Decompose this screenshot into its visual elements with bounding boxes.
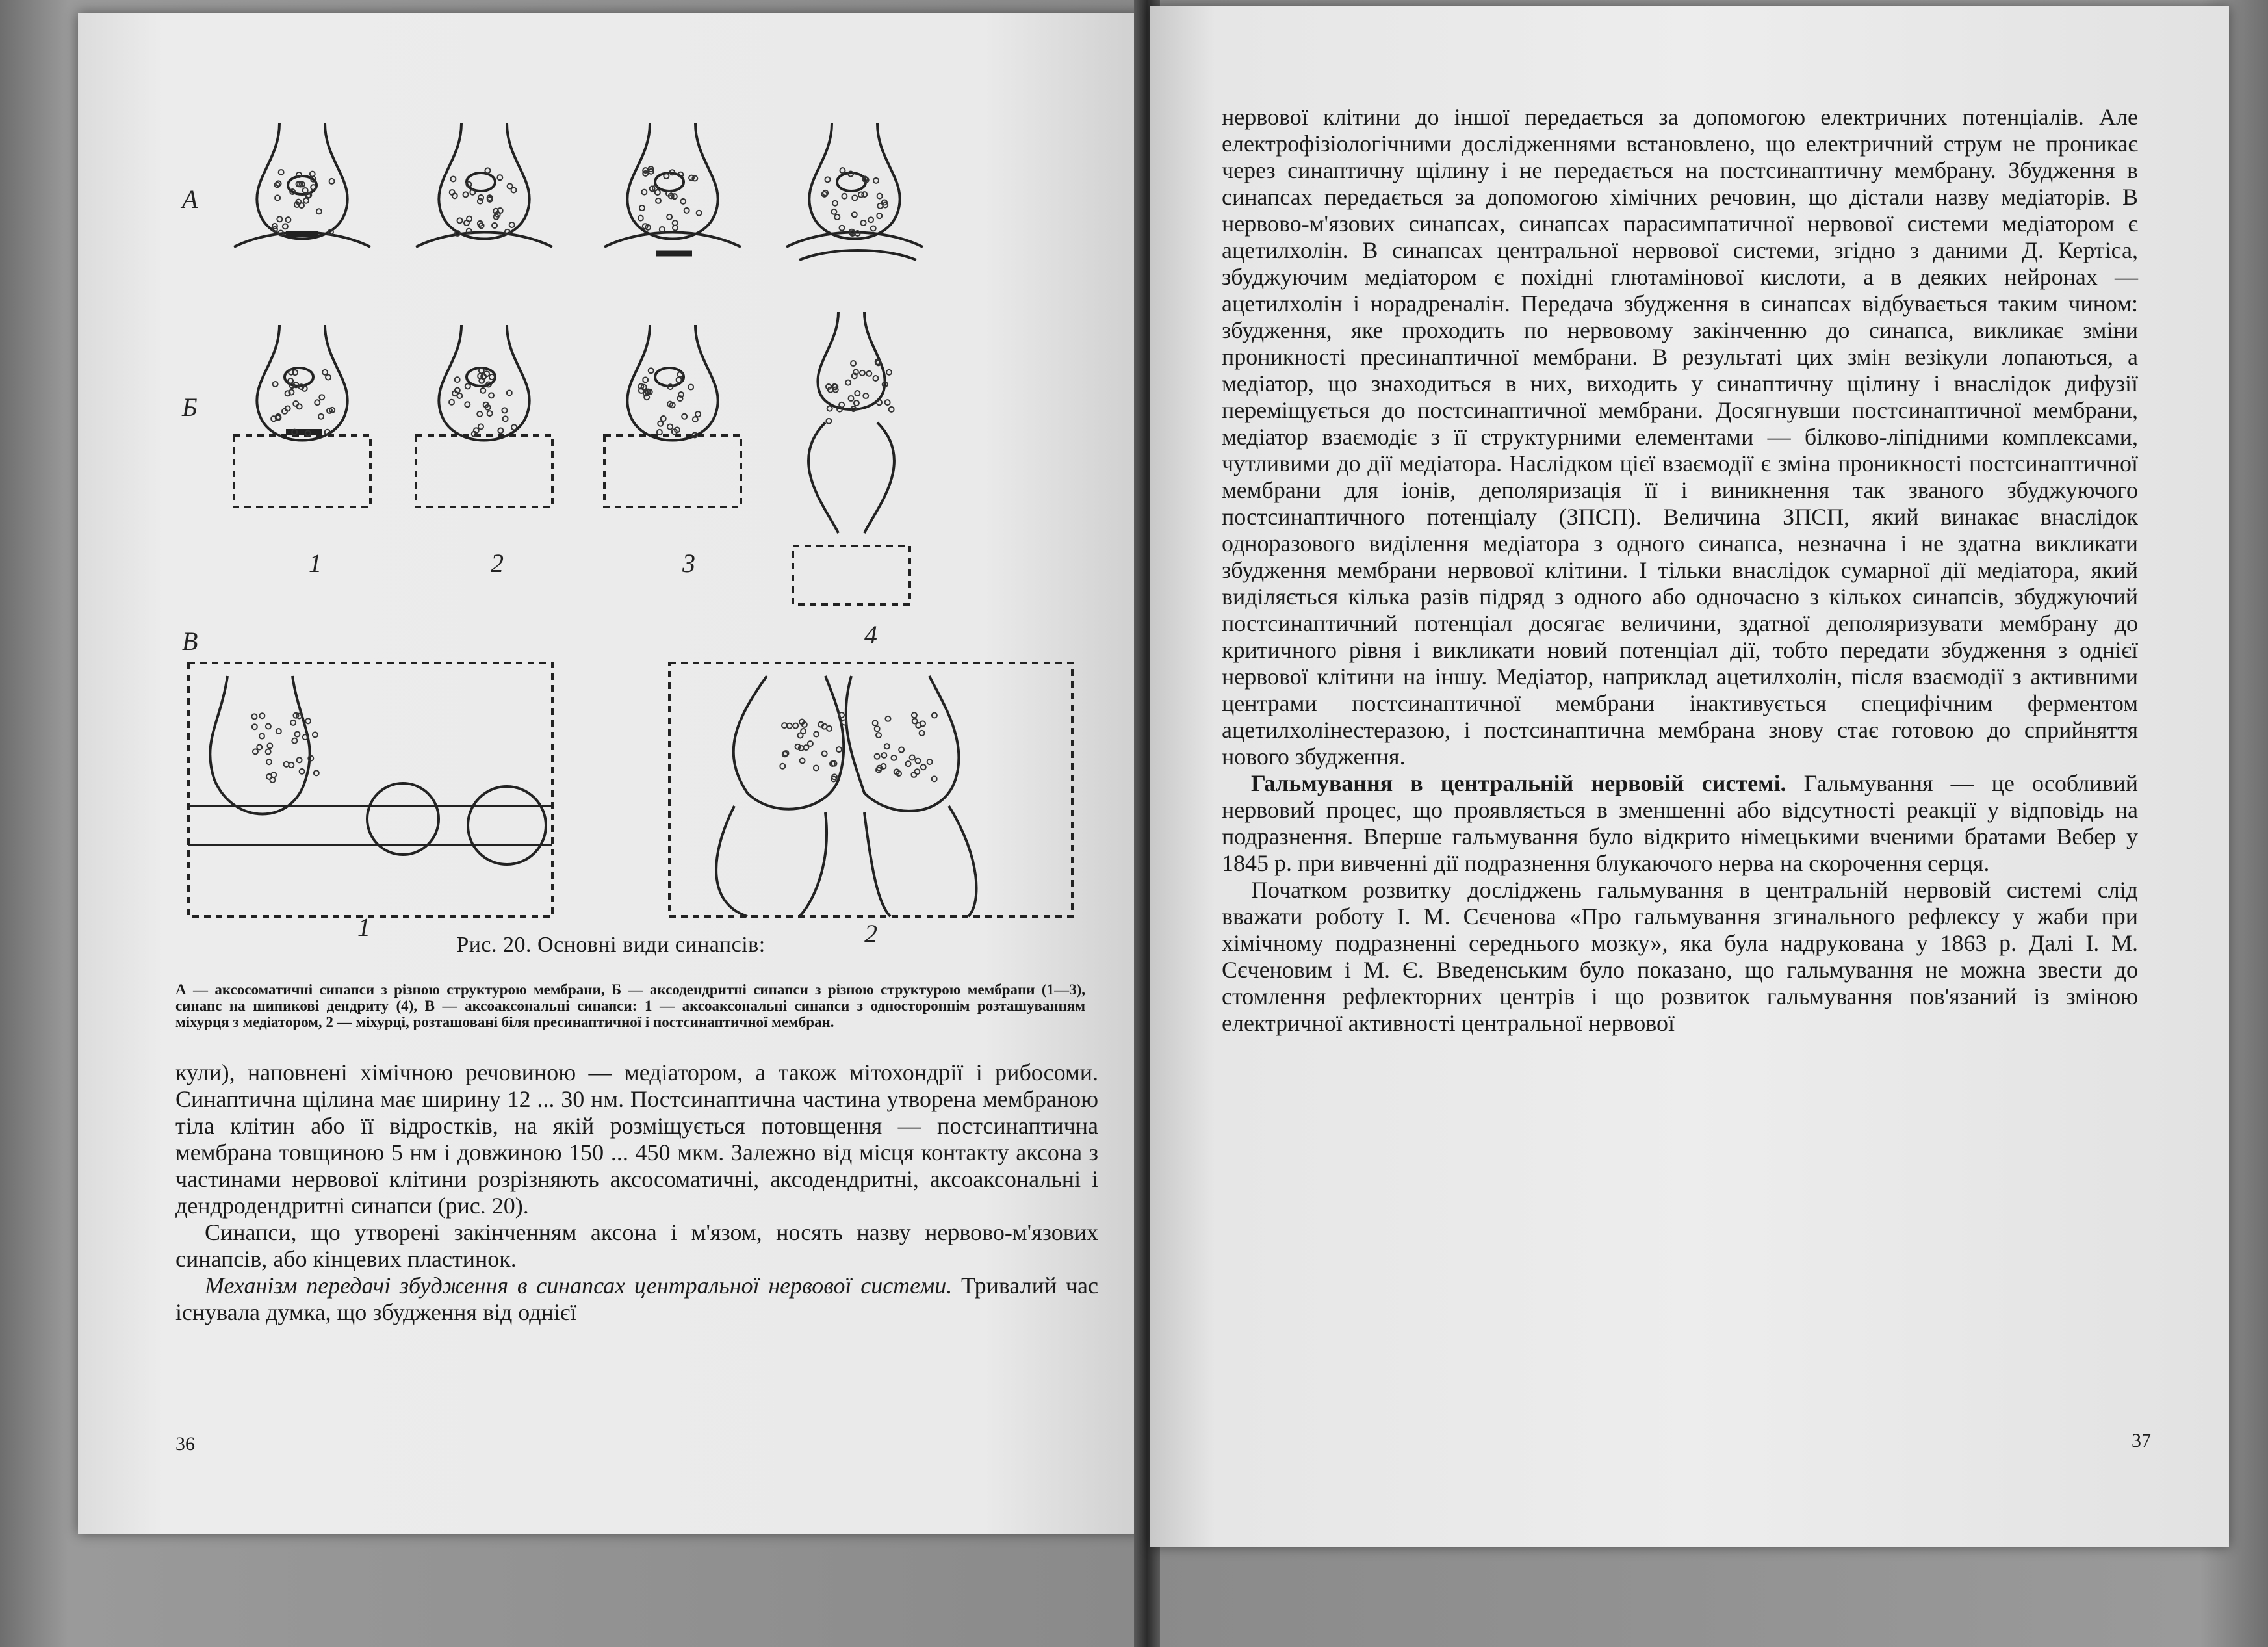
vesicle [511, 424, 517, 430]
vesicle [667, 214, 672, 220]
vesicle [881, 753, 886, 758]
vesicle [885, 716, 890, 721]
vesicle [284, 762, 289, 767]
mechanism-heading: Механізм передачі збудження в синапсах центральної нервової системи. [205, 1273, 953, 1299]
vesicle [477, 411, 482, 417]
label-b-3: 3 [682, 549, 695, 578]
vesicle [300, 769, 305, 774]
vesicle [318, 414, 324, 419]
vesicle [259, 713, 264, 718]
vesicle [322, 370, 328, 375]
vesicle [487, 411, 493, 416]
vesicle [449, 400, 454, 405]
vesicle [450, 176, 456, 181]
vesicle [932, 776, 937, 781]
left-body-text [175, 1059, 1098, 1326]
vesicle [288, 378, 293, 383]
page-number-right: 37 [2132, 1430, 2151, 1451]
right-page [1150, 6, 2229, 1547]
vesicle [315, 400, 320, 405]
vesicle [480, 388, 485, 393]
vesicle [259, 734, 264, 739]
vesicle [257, 744, 262, 749]
vesicle [266, 724, 271, 729]
vesicle [655, 190, 660, 195]
vesicle [840, 226, 845, 231]
vesicle [851, 361, 856, 366]
vesicle [889, 407, 894, 412]
vesicle [877, 213, 882, 218]
vesicle [680, 199, 686, 204]
vesicle [677, 377, 682, 382]
vesicle [697, 211, 702, 216]
vesicle [266, 749, 271, 755]
vesicles [251, 166, 936, 783]
vesicle [836, 747, 842, 752]
vesicle [319, 395, 324, 400]
vesicle [858, 192, 864, 198]
vesicle [267, 743, 272, 748]
inhibition-heading: Гальмування в центральній нервовій системі. [1251, 770, 1786, 796]
vesicle [814, 765, 819, 770]
vesicle [693, 417, 698, 422]
vesicle [649, 368, 654, 373]
vesicle [911, 772, 916, 777]
left-paragraph-2: Синапси, що утворені закінченням аксона і м'язом, носять назву нервово-м'язових синапсів, або кінцевих пластинок. [175, 1219, 1098, 1272]
vesicle [682, 414, 687, 419]
vesicle [866, 371, 871, 376]
vesicle [689, 175, 694, 181]
vesicle [463, 192, 469, 197]
vesicle [695, 411, 701, 417]
vesicle [912, 712, 917, 718]
vesicle [914, 769, 920, 774]
page-number-left: 36 [175, 1433, 195, 1455]
vesicle [873, 178, 879, 183]
vesicle [661, 416, 666, 421]
vesicle [793, 723, 798, 729]
mechanism-text: Тривалий час існувала думка, що збудження від однієї [175, 1273, 1098, 1325]
vesicle [906, 761, 911, 766]
label-b: Б [182, 393, 198, 422]
label-b-1: 1 [309, 549, 322, 578]
vesicle [289, 762, 294, 768]
vesicle [860, 370, 865, 376]
vesicle [303, 198, 309, 203]
vesicle [855, 391, 860, 396]
label-b-2: 2 [491, 549, 504, 578]
vesicle [502, 408, 507, 413]
label-c-2: 2 [864, 919, 877, 948]
vesicle [478, 424, 483, 429]
vesicle [875, 726, 880, 731]
vesicle [899, 747, 904, 753]
right-paragraph-3: Початком розвитку досліджень гальмування в центральній нервовій системі слід вважати роботу І. М. Сєченова «Про гальмування згинального рефлексу у жаби при хімічному подразненні середнього мозку», яка була надрукована у 1863 р. Далі І. М. Сєченовим і М. Є. Введенським було показано, що гальмування не можна звести до стомлення рефлекторних центрів і що розвиток гальмування пов'язаний із зміною електричної активності центральної нервової [1222, 877, 2138, 1036]
vesicle [842, 194, 847, 199]
vesicle [921, 764, 926, 770]
vesicle [509, 222, 515, 227]
vesicle [297, 757, 302, 762]
vesicle [498, 428, 503, 433]
vesicle [313, 732, 318, 737]
vesicle [508, 183, 513, 188]
vesicle [275, 195, 280, 200]
vesicle [253, 749, 258, 754]
vesicle [877, 203, 883, 209]
vesicle [639, 205, 645, 211]
row-a-synapses [234, 123, 923, 260]
vesicle [891, 755, 896, 760]
vesicle [916, 759, 921, 764]
vesicle [641, 190, 647, 195]
vesicle [489, 393, 494, 398]
vesicle [840, 168, 845, 173]
vesicle [884, 744, 890, 749]
vesicle [658, 421, 663, 426]
vesicle [297, 404, 302, 409]
vesicle [507, 390, 512, 395]
vesicle [684, 208, 689, 213]
vesicle [314, 770, 319, 775]
left-paragraph-3 [175, 1273, 1098, 1326]
vesicle [822, 751, 827, 756]
inhibition-text: Гальмування — це особливий нервовий процес, що проявляється в зменшенні або відсутності реакції у відповідь на подразнення. Вперше гальмування було відкрито німецькими вченими братами Вебер у 1845 р. при вивченні дії подразнення блукаючого нерва на скорочення серця. [1222, 770, 2138, 876]
vesicle [782, 723, 787, 728]
vesicle [294, 732, 300, 737]
vesicle [910, 755, 915, 760]
vesicle [656, 198, 661, 203]
vesicle [638, 216, 643, 221]
vesicle [279, 170, 284, 175]
vesicle [273, 382, 278, 387]
vesicle [834, 214, 840, 220]
vesicle [667, 424, 673, 430]
vesicle [305, 718, 311, 723]
vesicle [329, 179, 335, 184]
vesicle [873, 376, 878, 381]
vesicle [932, 713, 937, 718]
vesicle [885, 400, 890, 405]
vesicle [876, 733, 881, 738]
vesicle [285, 217, 290, 222]
vesicle [801, 729, 806, 734]
vesicle [875, 754, 880, 759]
vesicle [252, 724, 257, 729]
vesicle [688, 385, 693, 390]
vesicle [303, 188, 308, 193]
vesicle [831, 209, 836, 214]
vesicle [283, 224, 288, 229]
vesicle [827, 406, 832, 411]
row-b-synapses [234, 312, 910, 604]
vesicle [845, 380, 851, 385]
vesicle [832, 201, 838, 206]
vesicle [868, 217, 873, 222]
vesicle [292, 738, 297, 744]
vesicle [503, 416, 508, 421]
vesicle [877, 400, 882, 405]
vesicle [457, 218, 463, 223]
vesicle [849, 396, 854, 401]
vesicle [920, 731, 925, 736]
vesicle [927, 759, 933, 764]
vesicle [464, 220, 469, 226]
vesicle [266, 759, 272, 764]
vesicle [863, 393, 868, 398]
vesicle [657, 430, 662, 435]
vesicle [290, 720, 296, 725]
right-paragraph-2 [1222, 770, 2138, 877]
vesicle [861, 220, 866, 226]
vesicle [873, 720, 878, 725]
vesicle [787, 723, 792, 729]
vesicle [800, 758, 805, 763]
vesicle [854, 400, 859, 406]
vesicle [276, 729, 281, 734]
vesicle [271, 772, 276, 777]
label-c: В [182, 627, 198, 656]
vesicle [489, 374, 495, 380]
left-paragraph-1: кули), наповнені хімічною речовиною — медіатором, а також мітохондрії і рибосоми. Синаптична щілина має ширину 12 ... 30 нм. Постсинаптична частина утворена мембраною тіла клітин або її відростків, на якій розміщується потовщення — постсинаптична мембрана товщиною 5 нм і довжиною 150 ... 450 мкм. Залежно від місця контакту аксона з частинами нервової клітини розрізняють аксосоматичні, аксодендритні, аксоаксональні і дендродендритні синапси (рис. 20). [175, 1059, 1098, 1219]
vesicle [465, 383, 470, 389]
figure-caption-title: Рис. 20. Основні види синапсів: [456, 933, 766, 957]
vesicle [871, 226, 876, 231]
row-c-synapses [188, 663, 1072, 916]
vesicle [660, 227, 665, 232]
vesicle [316, 209, 322, 214]
vesicle [877, 194, 883, 199]
label-c-1: 1 [357, 913, 370, 942]
right-paragraph-1: нервової клітини до іншої передається за допомогою електричних потенціалів. Але електрофізіологічними дослідженнями встановлено, що електричний струм не проникає через синаптичну щілину і не передається на постсинаптичну мембрану. Збудження в синапсах передається за допомогою хімічних речовин, що дістали назву медіаторів. В нервово-м'язових синапсах, синапсах парасимпатичної нервової системи медіатором є ацетилхолін. В синапсах центральної нервової системи, згідно з даними Д. Кертіса, збуджуючим медіатором є похідні глютамінової кислоти, а в деяких нейронах — ацетилхолін і норадреналін. Передача збудження в синапсах відбувається таким чином: збудження, яке проходить по нервовому закінченню до синапса, викликає зміни проникності пресинаптичної мембрани. В результаті цих змін везікули лопаються, а медіатор, що знаходиться в них, виходить у синаптичну щілину і внаслідок дифузії переміщується до постсинаптичної мембрани. Досягнувши постсинаптичної мембрани, медіатор взаємодіє з її структурними елементами — білково-ліпідними комплексами, чутливими до дії медіатора. Наслідком цієї взаємодії є зміна проникності постсинаптичної мембрани для іонів, деполяризація її і виникнення так званого збуджуючого постсинаптичного потенціалу (ЗПСП). Величина ЗПСП, який винакає внаслідок одноразового виділення медіатора з одного синапса, незначна і не здатна викликати збудження мембрани нервової клітини. І тільки внаслідок сумарної дії медіатора, який виділяється кілька разів підряд з одного або одночасно з кількох синапсів, збуджуючий постсинаптичний потенціал досягає величини, здатної деполяризувати мембрану до критичного рівня і викликати новий потенціал дії, тобто передати збудження з однієї нервової клітини на іншу. Медіатор, наприклад ацетилхолін, після взаємодії з активними центрами постсинаптичної мембрани інактивується специфічним ферментом ацетилхолінестеразою, і постсинаптична мембрана знову стає готовою до сприйняття нового збудження. [1222, 104, 2138, 770]
vesicle [251, 714, 257, 719]
vesicle [780, 764, 785, 769]
vesicle [465, 402, 470, 407]
vesicle [826, 419, 831, 424]
vesicle [886, 370, 892, 375]
vesicle [852, 195, 857, 200]
vesicle [814, 732, 819, 737]
figure-caption-legend: А — аксосоматичні синапси з різною структурою мембрани, Б — аксодендритні синапси з різною структурою мембрани (1—3), синапс на шипикові дендриту (4), В — аксоаксональні синапси: 1 — аксоаксональні синапси з одностороннім розташуванням міхурця з медіатором, 2 — міхурці, розташовані біля пресинаптичної і постсинаптичної мембран. [175, 981, 1085, 1030]
vesicle [643, 377, 648, 382]
vesicle [455, 377, 460, 382]
label-b-4: 4 [864, 620, 877, 649]
vesicle [277, 216, 282, 222]
vesicle [485, 168, 490, 173]
label-a: А [182, 185, 198, 214]
vesicle [672, 194, 677, 199]
left-page [78, 13, 1144, 1534]
vesicle [492, 223, 497, 228]
vesicle [497, 175, 502, 180]
vesicle [825, 177, 831, 182]
right-body-text [1222, 104, 2138, 1037]
vesicle [326, 374, 331, 380]
vesicle [276, 181, 281, 186]
vesicle [310, 172, 315, 177]
vesicle [852, 212, 857, 217]
